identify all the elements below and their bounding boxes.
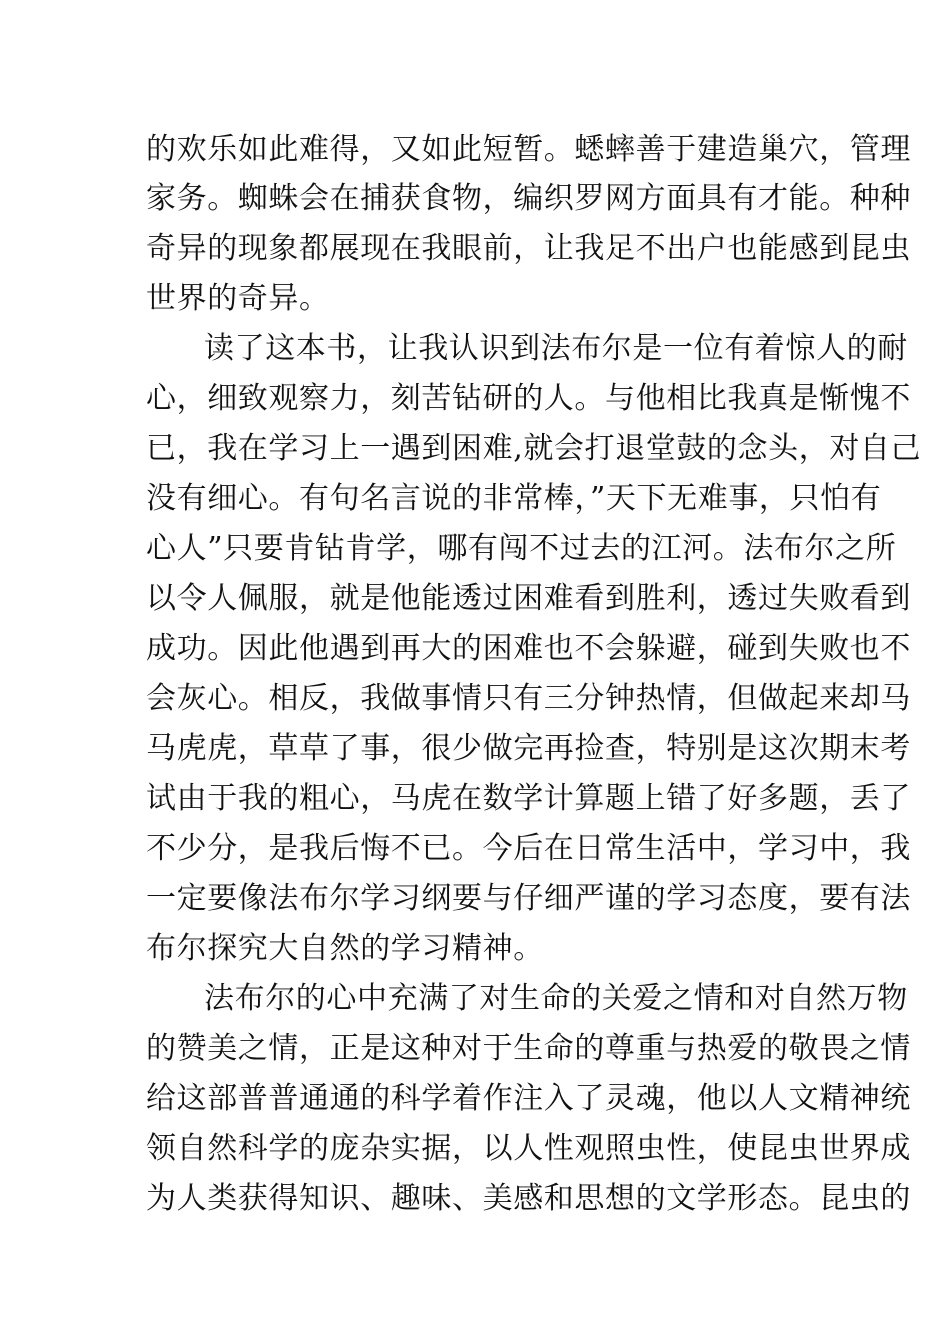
text-line: 已，我在学习上一遇到困难,就会打退堂鼓的念头，对自己 (146, 431, 922, 466)
text-line: 心人”只要肯钻肯学，哪有闯不过去的江河。法布尔之所 (146, 531, 897, 566)
text-line: 马虎虎，草草了事，很少做完再捡查，特别是这次期末考 (146, 731, 911, 766)
text-line: 会灰心。相反，我做事情只有三分钟热情，但做起来却马 (146, 681, 911, 716)
text-line: 一定要像法布尔学习纲要与仔细严谨的学习态度，要有法 (146, 881, 911, 916)
text-line: 的欢乐如此难得，又如此短暂。蟋蟀善于建造巢穴，管理 (146, 132, 911, 167)
text-line: 领自然科学的庞杂实据，以人性观照虫性，使昆虫世界成 (146, 1131, 911, 1166)
text-line: 心，细致观察力，刻苦钻研的人。与他相比我真是惭愧不 (146, 381, 911, 416)
paragraph-first-line: 读了这本书，让我认识到法布尔是一位有着惊人的耐 (204, 331, 908, 366)
text-line: 的赞美之情，正是这种对于生命的尊重与热爱的敬畏之情 (146, 1031, 911, 1066)
text-line: 家务。蜘蛛会在捕获食物，编织罗网方面具有才能。种种 (146, 181, 911, 216)
text-line: 为人类获得知识、趣味、美感和思想的文学形态。昆虫的 (146, 1181, 911, 1216)
text-line: 世界的奇异。 (146, 281, 330, 316)
text-line: 试由于我的粗心，马虎在数学计算题上错了好多题，丢了 (146, 781, 911, 816)
text-line: 以令人佩服，就是他能透过困难看到胜利，透过失败看到 (146, 581, 911, 616)
text-line: 不少分，是我后悔不已。今后在日常生活中，学习中，我 (146, 831, 911, 866)
text-line: 成功。因此他遇到再大的困难也不会躲避，碰到失败也不 (146, 631, 911, 666)
text-line: 给这部普普通通的科学着作注入了灵魂，他以人文精神统 (146, 1081, 911, 1116)
text-line: 奇异的现象都展现在我眼前，让我足不出户也能感到昆虫 (146, 231, 911, 266)
text-line: 布尔探究大自然的学习精神。 (146, 931, 544, 966)
text-line: 没有细心。有句名言说的非常棒，”天下无难事，只怕有 (146, 481, 882, 516)
paragraph-first-line: 法布尔的心中充满了对生命的关爱之情和对自然万物 (204, 981, 908, 1016)
